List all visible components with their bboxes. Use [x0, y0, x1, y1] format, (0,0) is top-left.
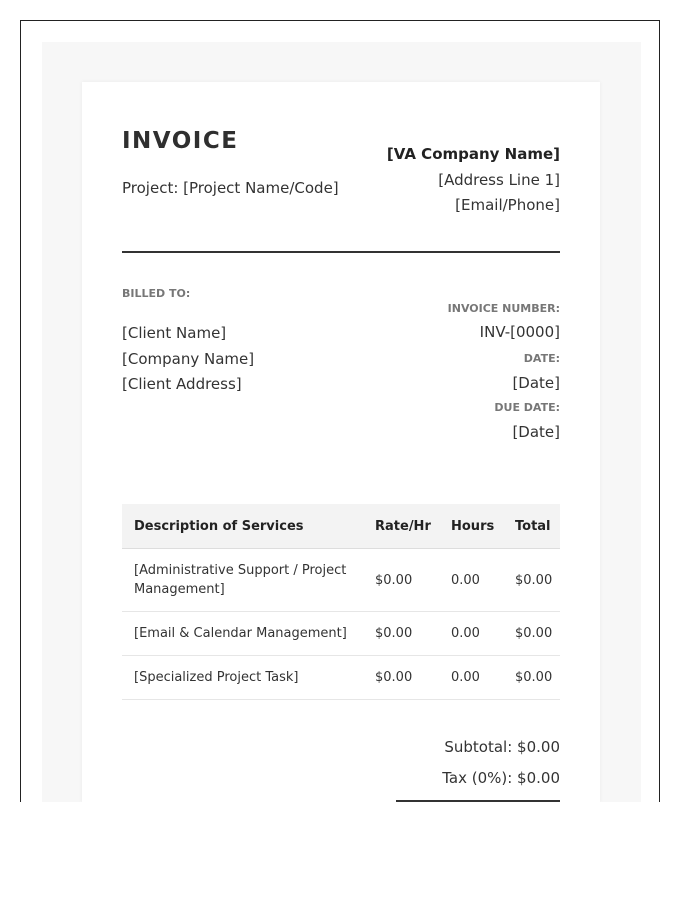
document-frame	[20, 20, 660, 802]
table-row	[122, 549, 560, 612]
invoice-number-label: INVOICE NUMBER:	[447, 302, 560, 315]
client-address: [Client Address]	[122, 375, 242, 393]
total-divider	[396, 800, 560, 802]
service-description: [Administrative Support / Project Management]	[122, 549, 363, 612]
service-rate: $0.00	[363, 612, 439, 656]
services-table	[122, 504, 560, 700]
service-rate: $0.00	[363, 656, 439, 700]
due-date-label: DUE DATE:	[494, 401, 560, 414]
company-block	[387, 142, 560, 219]
service-total: $0.00	[503, 549, 560, 612]
invoice-number-block	[448, 302, 560, 341]
date-block	[512, 352, 560, 392]
billed-to-block	[122, 321, 254, 398]
invoice-paper	[82, 82, 600, 802]
date-label: DATE:	[523, 352, 560, 365]
header-divider	[122, 251, 560, 253]
subtotal: Subtotal: $0.00	[444, 738, 560, 756]
totals-block	[442, 732, 560, 794]
table-header-row	[122, 504, 560, 549]
invoice-title: INVOICE	[122, 128, 239, 154]
table-row	[122, 612, 560, 656]
service-description: [Specialized Project Task]	[122, 656, 363, 700]
service-total: $0.00	[503, 656, 560, 700]
due-date-block	[494, 401, 560, 441]
header-hours: Hours	[439, 504, 503, 549]
company-contact: [Email/Phone]	[455, 196, 560, 214]
date-value: [Date]	[512, 374, 560, 392]
billed-to-label: BILLED TO:	[122, 287, 191, 300]
header-total: Total	[503, 504, 560, 549]
tax: Tax (0%): $0.00	[442, 769, 560, 787]
service-hours: 0.00	[439, 612, 503, 656]
service-hours: 0.00	[439, 656, 503, 700]
due-date-value: [Date]	[512, 423, 560, 441]
header-description: Description of Services	[122, 504, 363, 549]
company-address: [Address Line 1]	[438, 170, 560, 189]
service-total: $0.00	[503, 612, 560, 656]
client-company-name: [Company Name]	[122, 349, 255, 368]
service-description: [Email & Calendar Management]	[122, 612, 363, 656]
header-rate: Rate/Hr	[363, 504, 439, 549]
company-name: [VA Company Name]	[386, 145, 560, 163]
service-hours: 0.00	[439, 549, 503, 612]
invoice-number: INV-[0000]	[479, 323, 560, 341]
table-row	[122, 656, 560, 700]
client-name: [Client Name]	[122, 324, 227, 342]
service-rate: $0.00	[363, 549, 439, 612]
project-line: Project: [Project Name/Code]	[122, 179, 339, 197]
